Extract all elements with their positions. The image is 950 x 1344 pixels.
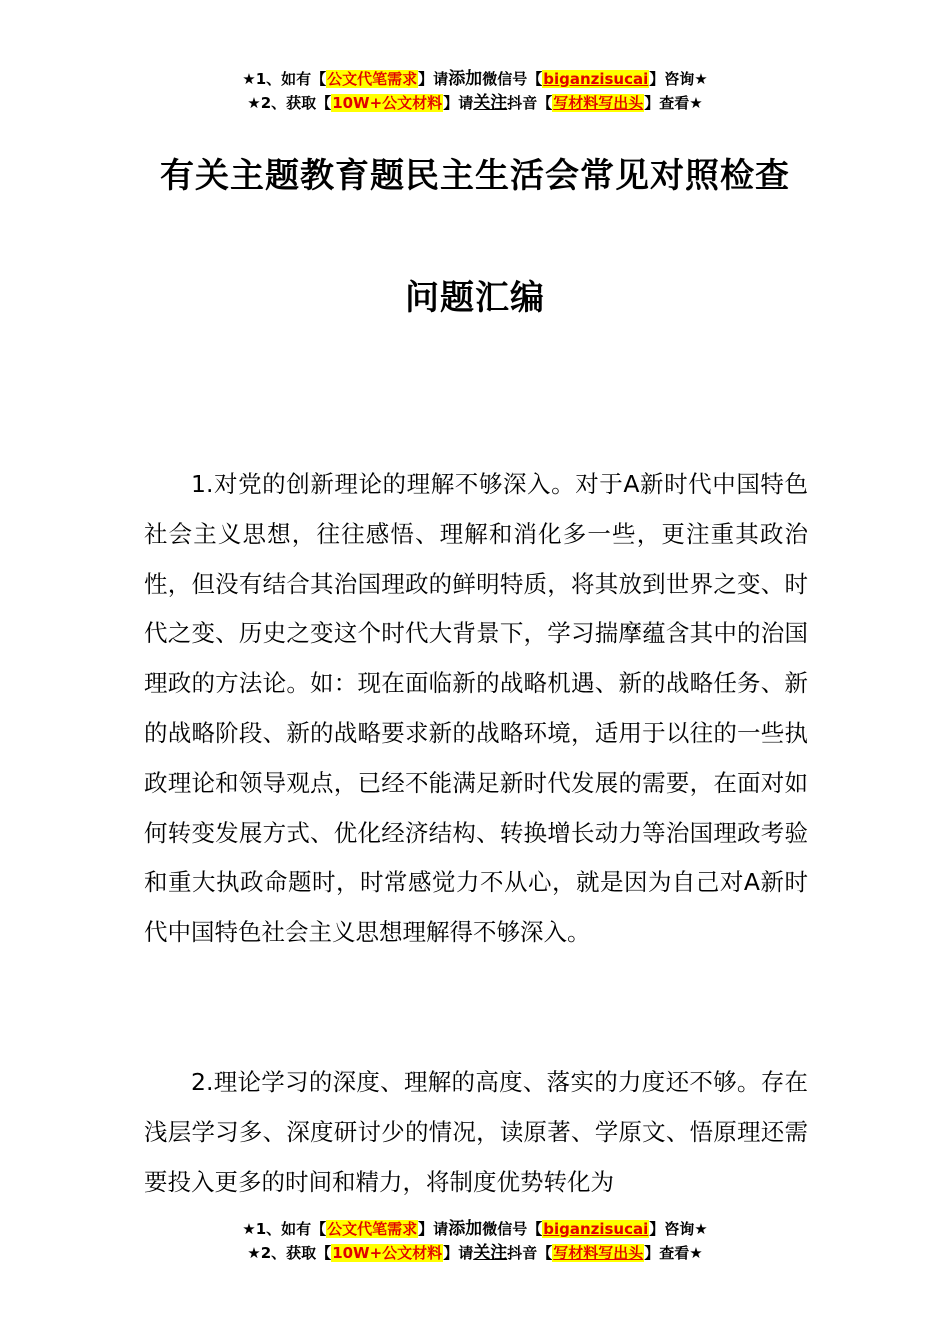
highlight-service: 公文代笔需求: [327, 1220, 418, 1238]
banner-line-1: ★1、如有【公文代笔需求】请添加微信号【biganzisucai】咨询★: [242, 69, 708, 89]
document-title-line-2: 问题汇编: [405, 278, 545, 318]
banner-line-1: ★1、如有【公文代笔需求】请添加微信号【biganzisucai】咨询★: [242, 1219, 708, 1239]
highlight-materials: 10W+公文材料: [332, 1244, 443, 1262]
header-banner: [0, 67, 950, 115]
banner-line-2: ★2、获取【10W+公文材料】请关注抖音【写材料写出头】查看★: [247, 93, 703, 113]
paragraph-1: 1.对党的创新理论的理解不够深入。对于A新时代中国特色社会主义思想，往往感悟、理解和消化多一些，更注重其政治性，但没有结合其治国理政的鲜明特质，将其放到世界之变、时代之变、历史之变这个时代大背景下，学习揣摩蕴含其中的治国理政的方法论。如：现在面临新的战略机遇、新的战略任务、新的战略阶段、新的战略要求新的战略环境，适用于以往的一些执政理论和领导观点，已经不能满足新时代发展的需要，在面对如何转变发展方式、优化经济结构、转换增长动力等治国理政考验和重大执政命题时，时常感觉力不从心，就是因为自己对A新时代中国特色社会主义思想理解得不够深入。: [144, 470, 808, 947]
banner-line-2: ★2、获取【10W+公文材料】请关注抖音【写材料写出头】查看★: [247, 1243, 703, 1263]
highlight-service: 公文代笔需求: [327, 70, 418, 88]
highlight-wechat-id: biganzisucai: [543, 1220, 649, 1238]
highlight-materials: 10W+公文材料: [332, 94, 443, 112]
document-title-line-1: 有关主题教育题民主生活会常见对照检查: [160, 156, 790, 196]
paragraph-2: 2.理论学习的深度、理解的高度、落实的力度还不够。存在浅层学习多、深度研讨少的情况，读原著、学原文、悟原理还需要投入更多的时间和精力，将制度优势转化为: [144, 1068, 808, 1196]
highlight-douyin: 写材料写出头: [553, 1244, 644, 1262]
highlight-wechat-id: biganzisucai: [543, 70, 649, 88]
highlight-douyin: 写材料写出头: [553, 94, 644, 112]
footer-banner: [0, 1217, 950, 1265]
